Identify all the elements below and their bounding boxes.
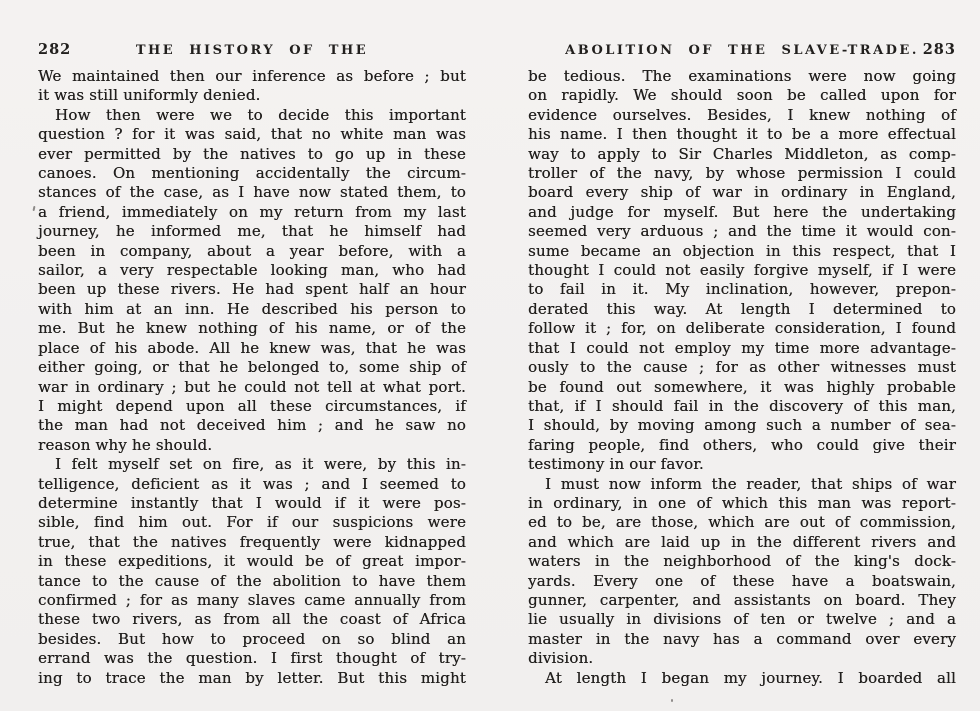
text-line: determine instantly that I would if it were pos- <box>38 493 466 512</box>
text-line: to fail in it. My inclination, however, prepon- <box>528 280 956 299</box>
text-line: sume became an objection in this respect, that I <box>528 241 956 260</box>
text-line: follow it ; for, on deliberate consideration, I found <box>528 319 956 338</box>
text-line: ever permitted by the natives to go up in these <box>38 144 466 163</box>
text-line: master in the navy has a command over every <box>528 629 956 648</box>
text-line: a friend, immediately on my return from my last <box>38 202 466 221</box>
text-line: and which are laid up in the different rivers and <box>528 532 956 551</box>
text-line: me. But he knew nothing of his name, or of the <box>38 319 466 338</box>
text-line: ed to be, are those, which are out of commission, <box>528 513 956 532</box>
text-line: evidence ourselves. Besides, I knew nothing of <box>528 105 956 124</box>
text-line: in these expeditions, it would be of great impor- <box>38 552 466 571</box>
text-line: seemed very arduous ; and the time it would con- <box>528 222 956 241</box>
text-line: tance to the cause of the abolition to have them <box>38 571 466 590</box>
text-line: derated this way. At length I determined to <box>528 299 956 318</box>
text-line: question ? for it was said, that no white man was <box>38 125 466 144</box>
text-line: be found out somewhere, it was highly probable <box>528 377 956 396</box>
left-running-title: THE HISTORY OF THE <box>135 43 369 58</box>
text-line: testimony in our favor. <box>528 455 704 474</box>
text-line: and judge for myself. But here the undertaking <box>528 202 956 221</box>
text-line: ously to the cause ; for as other witnesses must <box>528 358 956 377</box>
text-line: canoes. On mentioning accidentally the circum- <box>38 164 466 183</box>
text-line: stances of the case, as I have now stated them, to <box>38 183 466 202</box>
scan-artifact-margin-tick <box>33 206 36 211</box>
text-line: besides. But how to proceed on so blind an <box>38 629 466 648</box>
text-line: confirmed ; for as many slaves came annually from <box>38 590 466 609</box>
left-page-number: 282 <box>38 41 72 58</box>
text-line: I felt myself set on fire, as it were, by this in- <box>55 455 466 474</box>
text-line: that, if I should fail in the discovery of this man, <box>528 396 956 415</box>
text-line: division. <box>528 649 594 668</box>
text-line: faring people, find others, who could give their <box>528 435 956 454</box>
text-line: the man had not deceived him ; and he saw no <box>38 416 466 435</box>
text-line: troller of the navy, by whose permission I could <box>528 164 956 183</box>
text-line: either going, or that he belonged to, some ship of <box>38 358 466 377</box>
left-page <box>38 0 466 711</box>
text-line: At length I began my journey. I boarded all <box>545 668 956 687</box>
text-line: yards. Every one of these have a boatswain, <box>528 571 956 590</box>
text-line: with him at an inn. He described his person to <box>38 299 466 318</box>
text-line: been up these rivers. He had spent half an hour <box>38 280 466 299</box>
left-running-head <box>38 0 466 58</box>
text-line: We maintained then our inference as before ; but <box>38 67 466 85</box>
text-line: board every ship of war in ordinary in England, <box>528 183 956 202</box>
text-line: lie usually in divisions of ten or twelve ; and a <box>528 610 956 629</box>
text-line: it was still uniformly denied. <box>38 86 261 105</box>
right-page-number: 283 <box>922 41 956 58</box>
text-line: How then were we to decide this important <box>55 105 466 124</box>
text-line: gunner, carpenter, and assistants on board. They <box>528 590 956 609</box>
text-line: I must now inform the reader, that ships of war <box>545 474 956 493</box>
text-line: place of his abode. All he knew was, that he was <box>38 338 466 357</box>
text-line: telligence, deficient as it was ; and I seemed to <box>38 474 466 493</box>
text-line: these two rivers, as from all the coast of Africa <box>38 610 466 629</box>
text-line: sible, find him out. For if our suspicions were <box>38 513 466 532</box>
left-page-text <box>38 67 466 688</box>
text-line: ing to trace the man by letter. But this might <box>38 668 466 687</box>
text-line: I might depend upon all these circumstances, if <box>38 396 466 415</box>
scan-artifact-bottom-speck <box>671 699 673 702</box>
text-line: that I could not employ my time more advantage- <box>528 338 956 357</box>
text-line: sailor, a very respectable looking man, who had <box>38 261 466 280</box>
text-line: way to apply to Sir Charles Middleton, as comp- <box>528 144 956 163</box>
right-running-head <box>528 0 956 58</box>
text-line: been in company, about a year before, with a <box>38 241 466 260</box>
right-running-title: ABOLITION OF THE SLAVE-TRADE. <box>565 43 919 58</box>
text-line: on rapidly. We should soon be called upon for <box>528 86 956 105</box>
text-line: be tedious. The examinations were now going <box>528 67 956 85</box>
right-page <box>528 0 956 711</box>
text-line: true, that the natives frequently were kidnapped <box>38 532 466 551</box>
text-line: war in ordinary ; but he could not tell at what port. <box>38 377 466 396</box>
right-page-text <box>528 67 956 688</box>
text-line: reason why he should. <box>38 435 213 454</box>
text-line: in ordinary, in one of which this man was report- <box>528 493 956 512</box>
text-line: I should, by moving among such a number of sea- <box>528 416 956 435</box>
text-line: waters in the neighborhood of the king's dock- <box>528 552 956 571</box>
text-line: thought I could not easily forgive myself, if I were <box>528 261 956 280</box>
text-line: errand was the question. I first thought of try- <box>38 649 466 668</box>
text-line: journey, he informed me, that he himself had <box>38 222 466 241</box>
text-line: his name. I then thought it to be a more effectual <box>528 125 956 144</box>
